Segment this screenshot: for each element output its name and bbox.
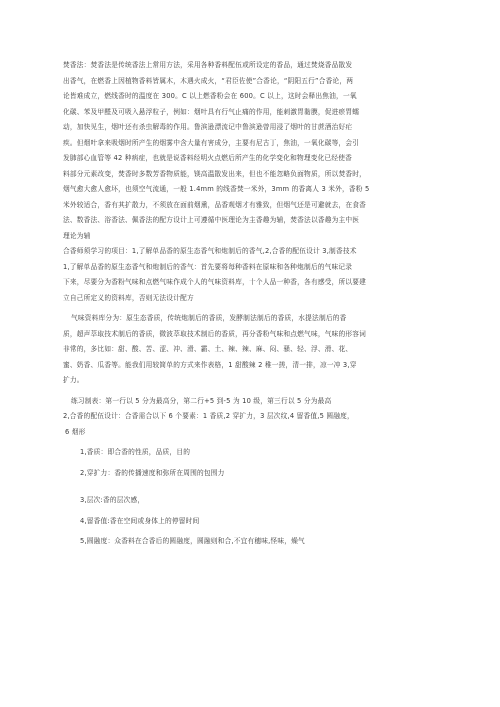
text-line: 扩力。	[63, 376, 84, 384]
list-item: 1,香质：即合香的性质，品质，目的	[80, 448, 191, 456]
paragraph-scent-database	[63, 311, 443, 389]
text-line: 蜜、奶香、瓜香等。能我们用较简单的方式来作表格，1 甜酸辣 2 稚一搓，清一排，凉一冲 3,穿	[63, 360, 357, 369]
text-line: 下来，尽要分为香粉气味和点燃气味作成个人的气味资料库，十个人品一种香，各有感受，所以要建	[63, 278, 367, 286]
list-item: 3,层次:香的层次感，	[80, 496, 145, 504]
text-line: 米外较适合，香有其扩散力，不须放在面前烟熏，品香观烟才有雅致，但烟气还是可避就去，在食香	[63, 200, 367, 209]
text-line: 发肺部心血管等 42 种病症，也就是说香料经明火点燃后所产生的化学变化和物理变化已经使香	[63, 154, 353, 162]
text-line: 立自己所定义的资料库，否则无法设计配方	[63, 293, 194, 302]
text-line: 6 烟形	[65, 427, 86, 436]
paragraph-incense-burning-method	[63, 58, 443, 244]
text-line: 疾。但烟叶拿来吸烟时所产生的烟雾中含大量有害成分，主要有尼古丁，焦油，一氧化碳等，会引	[63, 138, 360, 147]
text-line: 化碳、苯及甲醛及可吸入悬浮粒子，例如：烟叶具有行气止痛的作用，能刺激胃黏膜，促进瘀胃蠕	[63, 107, 360, 116]
text-line: 料部分元素改变，焚香时多数芳香物质能，镁高温散发出来，但也不能忽略负面物质，所以焚香时，	[63, 169, 367, 178]
text-line: 合香师须学习的项目：1,了解单品香的原生态香气和炮制后的香气,2,合香的配伍设计 3,制香技术	[63, 247, 357, 255]
list-item: 4,留香值:香在空间或身体上的停留时间	[80, 516, 200, 525]
list-item: 5,圆融度：众香料在合香后的圆融度，圆融则和合,不宜有穗味,怪味，燥气	[80, 537, 305, 545]
paragraph-practice-table: 练习制表：第一行以 5 分为最高分，第二行+5 到-5 为 10 级，第三行以 5 分为最高	[71, 396, 332, 405]
text-line: 烟气愈大愈人愈坏，也须空气流通，一般 1.4mm 的线香焚一米外，3mm 的香离人 3 米外，香粉 5	[63, 185, 370, 193]
text-line: 动，加快见生，烟叶还有杀虫解毒的作用。鲁滨逊漂流记中鲁滨逊曾用浸了烟叶的甘蔗酒治好疟	[63, 123, 353, 131]
paragraph-blend-design	[63, 409, 443, 440]
text-line: 出香气，在燃香上因植物香料皆属木，木遇火成火，“君臣佐使”合香论，“阴阳五行”合香论，两	[63, 76, 354, 85]
text-line: 1,了解单品香的原生态香气和炮制后的香气：首先要将每种香料在原味和各种炮制后的气味记录	[63, 262, 353, 271]
list-item: 2,穿扩力：香的传播速度和弥所在周围的包围力	[80, 468, 225, 477]
text-line: 2,合香的配伍设计：合香需合以下 6 个要素：1 香质,2 穿扩力，3 层次纹,4 留香值,5 圆融度，	[63, 412, 354, 420]
text-line: 质，超声萃取技术制后的香质，微波萃取技术制后的香质，再分香粉气味和点燃气味，气味的形容词	[63, 329, 367, 338]
paragraph-study-items	[63, 244, 443, 306]
document-body	[63, 58, 443, 550]
text-line: 气味资料库分为：原生态香质，传统炮制后的香质，发酵制法制后的香质，水提法制后的香	[71, 314, 347, 322]
text-line: 理论为辅	[63, 231, 91, 240]
text-line: 法、数香法、浴香法、佩香法的配方设计上可遵循中医理论为主香趣为辅，焚香法以香趣为主中医	[63, 216, 360, 224]
blend-elements-list	[63, 445, 443, 550]
text-line: 非常的，多比如：甜、酸、苦、涩、冲、滑、霸、土、辣、辣、麻、闷、骚、轻、浮、滑、花、	[63, 345, 353, 353]
text-line: 焚香法：焚香法是传统香法上常用方法，采用各种香料配伍或所设定的香品，通过焚烧香品散发	[63, 61, 353, 69]
text-line: 论皆难成立，燃线香时的温度在 300。C 以上燃香粉会在 600。C 以上，这时会释出焦油，一氧	[63, 92, 357, 100]
